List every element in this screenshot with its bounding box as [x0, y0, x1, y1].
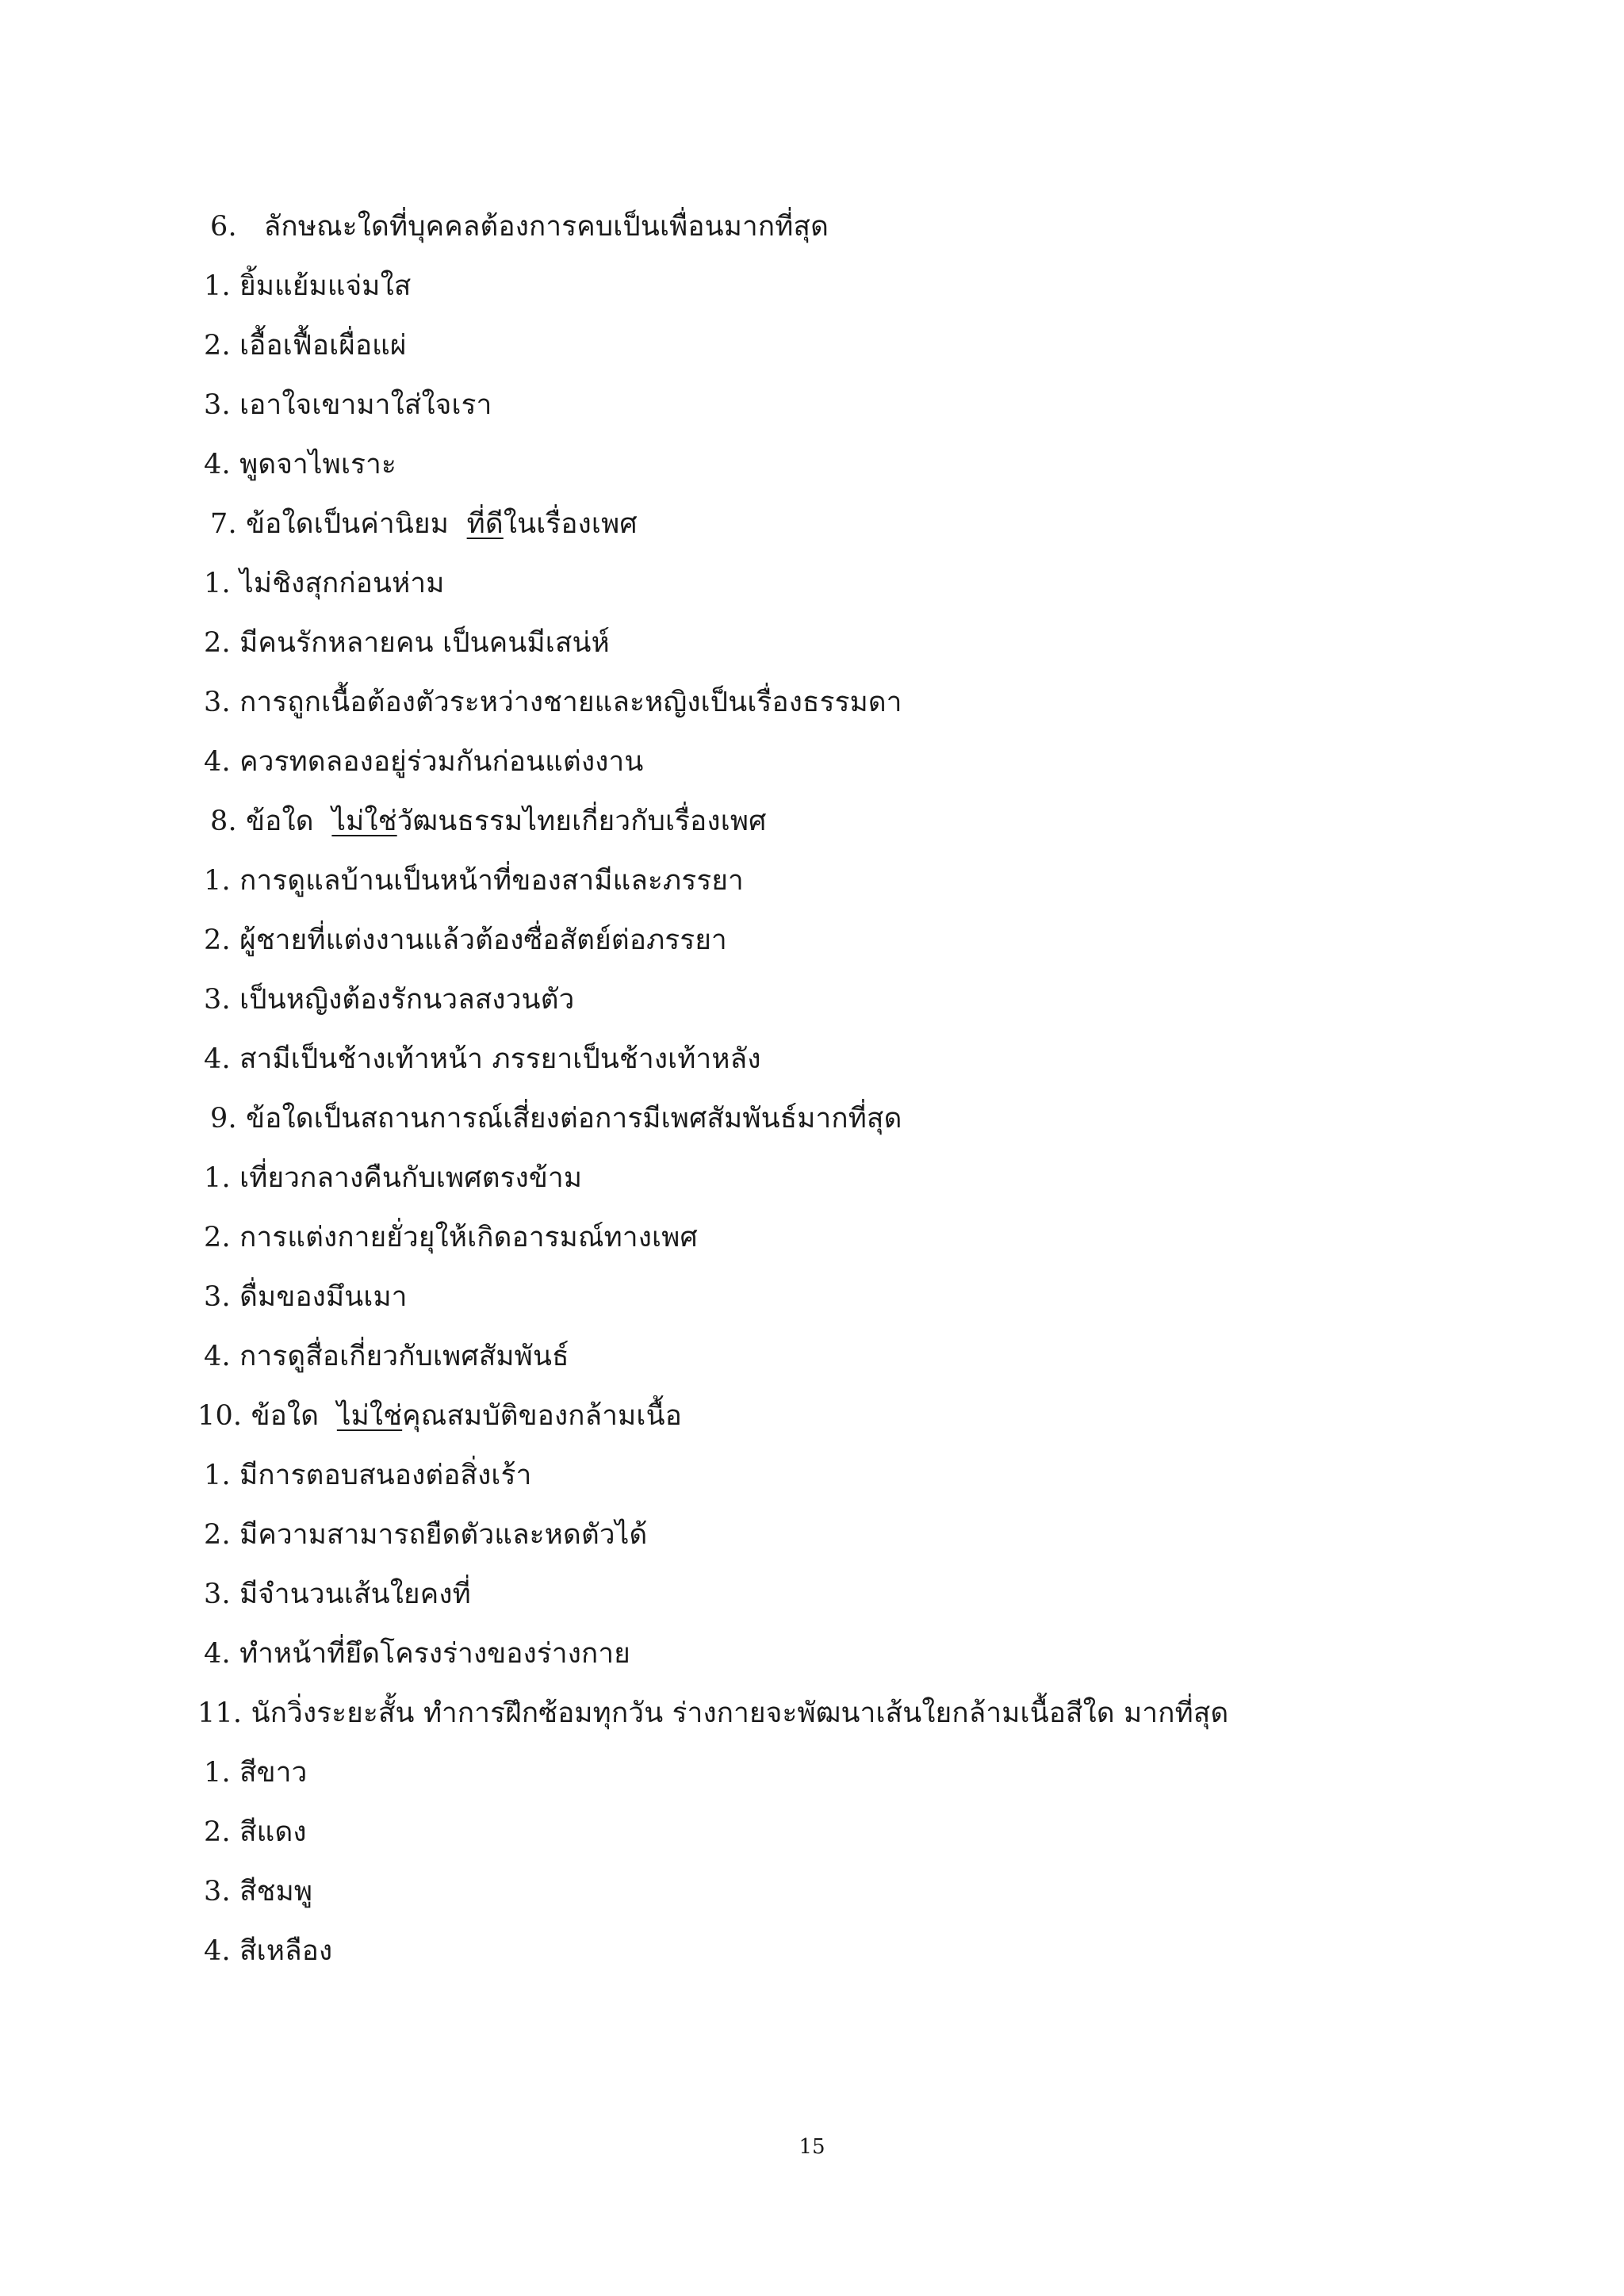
question-6-option-1: 1. ยิ้มแย้มแจ่มใส: [204, 270, 412, 302]
question-11-option-2: 2. สีแดง: [204, 1816, 307, 1848]
question-number: 11.: [197, 1697, 243, 1729]
question-8: [210, 802, 767, 840]
question-text: นักวิ่งระยะสั้น ทำการฝึกซ้อมทุกวัน ร่างกายจะพัฒนาเส้นใยกล้ามเนื้อสีใด มากที่สุด: [251, 1697, 1229, 1729]
question-11-option-3: 3. สีชมพู: [204, 1876, 313, 1908]
question-7-option-2: 2. มีคนรักหลายคน เป็นคนมีเสน่ห์: [204, 627, 610, 659]
question-8-option-4: 4. สามีเป็นช้างเท้าหน้า ภรรยาเป็นช้างเท้าหลัง: [204, 1043, 761, 1075]
question-6: [210, 208, 829, 246]
question-number: 8.: [210, 806, 237, 837]
question-6-option-2: 2. เอื้อเฟื้อเผื่อแผ่: [204, 330, 407, 362]
question-10-option-4: 4. ทำหน้าที่ยึดโครงร่างของร่างกาย: [204, 1638, 630, 1670]
question-8-option-2: 2. ผู้ชายที่แต่งงานแล้วต้องซื่อสัตย์ต่อภรรยา: [204, 924, 727, 956]
question-7-option-3: 3. การถูกเนื้อต้องตัวระหว่างชายและหญิงเป็นเรื่องธรรมดา: [204, 687, 902, 718]
question-emphasis: ไม่ใช่: [331, 806, 397, 837]
question-7-option-1: 1. ไม่ชิงสุกก่อนห่าม: [204, 568, 445, 599]
question-10-option-1: 1. มีการตอบสนองต่อสิ่งเร้า: [204, 1460, 532, 1491]
question-9: [210, 1100, 902, 1138]
page-number: 15: [799, 2135, 825, 2159]
question-6-option-3: 3. เอาใจเขามาใส่ใจเรา: [204, 389, 492, 421]
question-11-option-4: 4. สีเหลือง: [204, 1935, 333, 1967]
question-10: [197, 1397, 682, 1435]
question-text-end: ในเรื่องเพศ: [503, 508, 638, 540]
question-text: ข้อใด: [251, 1400, 320, 1432]
question-8-option-1: 1. การดูแลบ้านเป็นหน้าที่ของสามีและภรรยา: [204, 865, 744, 897]
question-10-option-3: 3. มีจำนวนเส้นใยคงที่: [204, 1578, 471, 1610]
question-number: 6.: [210, 211, 237, 243]
question-6-option-4: 4. พูดจาไพเราะ: [204, 449, 396, 480]
question-9-option-1: 1. เที่ยวกลางคืนกับเพศตรงข้าม: [204, 1162, 583, 1194]
question-11-option-1: 1. สีขาว: [204, 1757, 308, 1789]
question-number: 7.: [210, 508, 237, 540]
question-8-option-3: 3. เป็นหญิงต้องรักนวลสงวนตัว: [204, 984, 575, 1016]
question-text: ข้อใดเป็นสถานการณ์เสี่ยงต่อการมีเพศสัมพันธ์มากที่สุด: [246, 1103, 902, 1135]
question-emphasis: ไม่ใช่: [336, 1400, 403, 1432]
question-11: [197, 1694, 1228, 1732]
question-7: [210, 505, 638, 543]
question-text-end: คุณสมบัติของกล้ามเนื้อ: [402, 1400, 682, 1432]
question-10-option-2: 2. มีความสามารถยืดตัวและหดตัวได้: [204, 1519, 648, 1551]
question-9-option-4: 4. การดูสื่อเกี่ยวกับเพศสัมพันธ์: [204, 1341, 569, 1372]
question-number: 10.: [197, 1400, 243, 1432]
question-text-end: วัฒนธรรมไทยเกี่ยวกับเรื่องเพศ: [396, 806, 767, 837]
question-text: ข้อใดเป็นค่านิยม: [246, 508, 449, 540]
question-text: ข้อใด: [246, 806, 314, 837]
question-emphasis: ที่ดี: [466, 508, 504, 540]
question-9-option-3: 3. ดื่มของมึนเมา: [204, 1281, 408, 1313]
question-9-option-2: 2. การแต่งกายยั่วยุให้เกิดอารมณ์ทางเพศ: [204, 1222, 698, 1253]
question-7-option-4: 4. ควรทดลองอยู่ร่วมกันก่อนแต่งงาน: [204, 746, 644, 778]
question-text: ลักษณะใดที่บุคคลต้องการคบเป็นเพื่อนมากที่สุด: [263, 211, 829, 243]
question-number: 9.: [210, 1103, 237, 1135]
